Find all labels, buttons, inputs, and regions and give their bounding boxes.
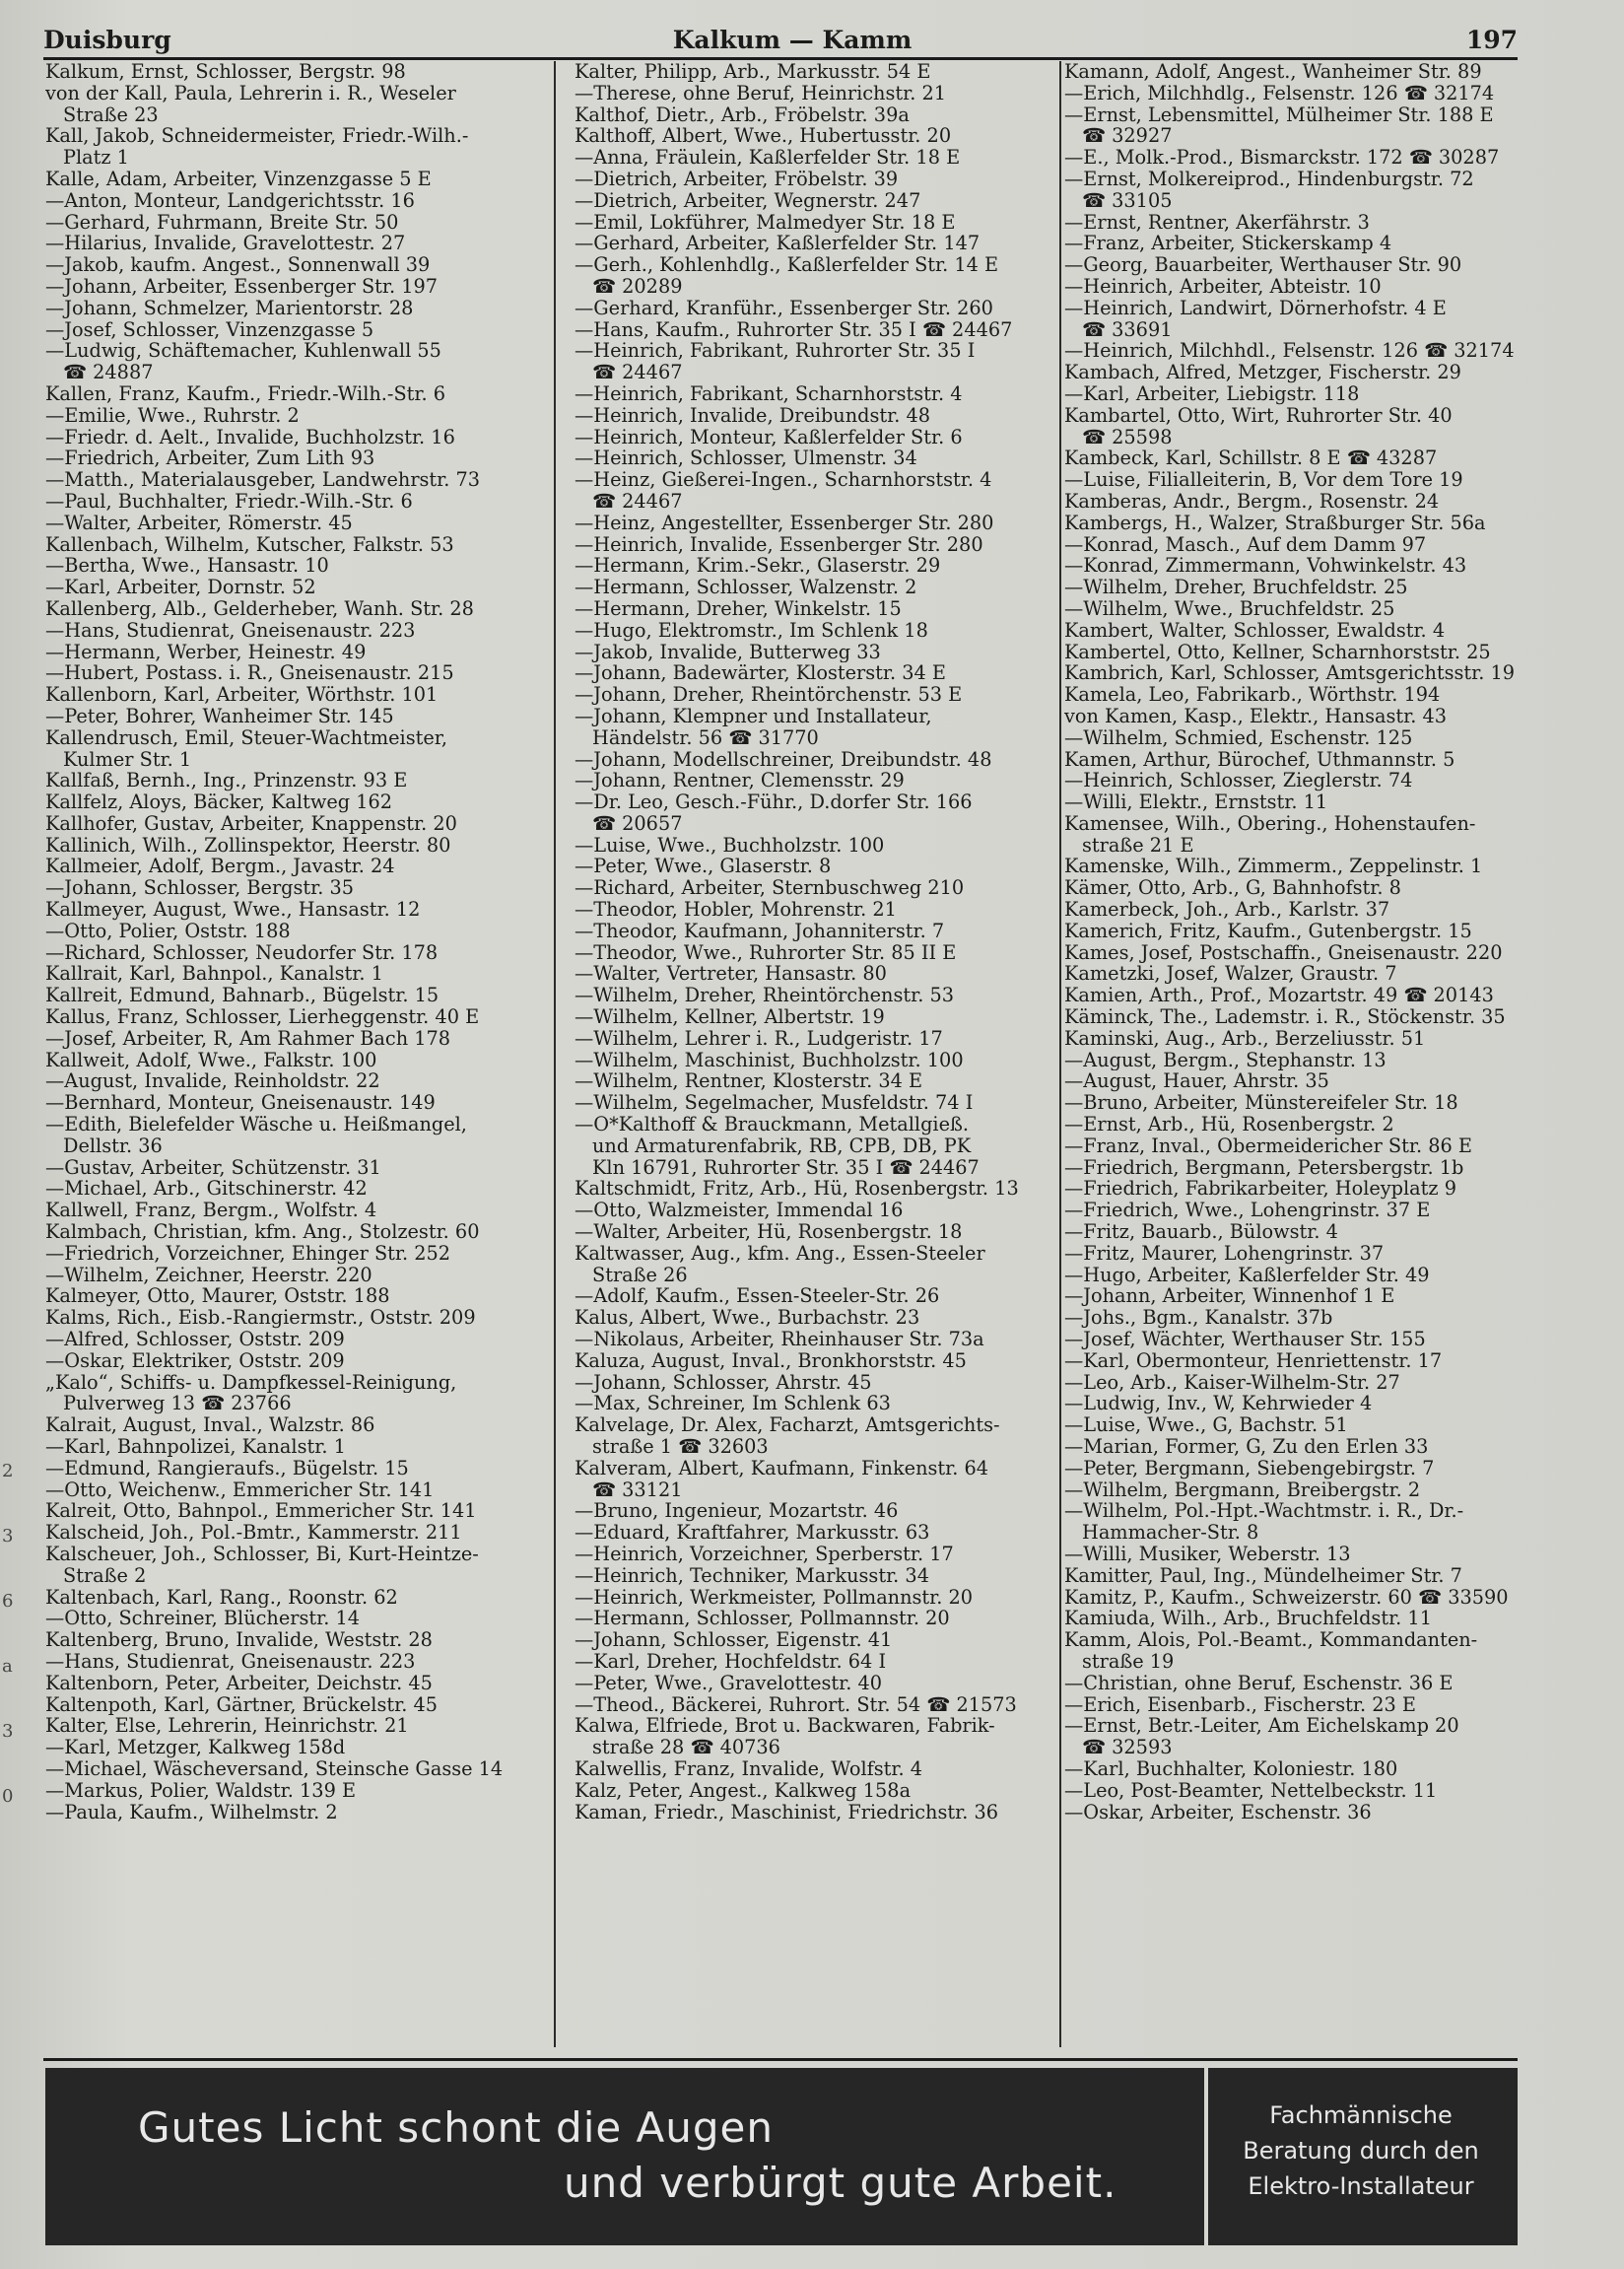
margin-mark: 6 xyxy=(2,1591,14,1612)
directory-entry: —Konrad, Masch., Auf dem Damm 97 xyxy=(1064,533,1427,556)
directory-entry: Kamitz, P., Kaufm., Schweizerstr. 60 ☎ 33590 xyxy=(1064,1586,1509,1609)
directory-entry: Kamen, Arthur, Bürochef, Uthmannstr. 5 xyxy=(1064,748,1455,771)
directory-entry: ☎ 33691 xyxy=(1082,318,1173,341)
directory-entry: Kämer, Otto, Arb., G, Bahnhofstr. 8 xyxy=(1064,877,1401,900)
directory-entry: —Paula, Kaufm., Wilhelmstr. 2 xyxy=(45,1801,338,1823)
directory-entry: —Ludwig, Inv., W, Kehrwieder 4 xyxy=(1064,1393,1373,1415)
directory-entry: —Luise, Filialleiterin, B, Vor dem Tore 19 xyxy=(1064,469,1463,491)
directory-entry: —Johann, Schlosser, Eigenstr. 41 xyxy=(575,1629,893,1651)
directory-entry: —Johann, Klempner und Installateur, xyxy=(575,705,932,727)
directory-entry: —Gerh., Kohlenhdlg., Kaßlerfelder Str. 14 E xyxy=(575,254,999,276)
directory-entry: Kaltenberg, Bruno, Invalide, Weststr. 28 xyxy=(45,1629,433,1651)
directory-entry: Kallendrusch, Emil, Steuer-Wachtmeister, xyxy=(45,726,447,749)
directory-entry: —Richard, Schlosser, Neudorfer Str. 178 xyxy=(45,941,439,964)
directory-entry: —Johann, Dreher, Rheintörchenstr. 53 E xyxy=(575,684,963,706)
directory-entry: —Karl, Arbeiter, Dornstr. 52 xyxy=(45,577,316,598)
directory-entry: Kaminski, Aug., Arb., Berzeliusstr. 51 xyxy=(1064,1027,1426,1050)
directory-entry: —Gerhard, Kranführ., Essenberger Str. 260 xyxy=(575,297,993,319)
directory-entry: —Bruno, Arbeiter, Münstereifeler Str. 18 xyxy=(1064,1092,1458,1115)
directory-entry: —Wilhelm, Segelmacher, Musfeldstr. 74 I xyxy=(575,1092,974,1115)
directory-entry: —Walter, Arbeiter, Römerstr. 45 xyxy=(45,512,353,534)
directory-entry: —Friedrich, Fabrikarbeiter, Holeyplatz 9 xyxy=(1064,1178,1456,1201)
directory-entry: —Friedr. d. Aelt., Invalide, Buchholzstr. 16 xyxy=(45,426,455,448)
directory-entry: —Jakob, kaufm. Angest., Sonnenwall 39 xyxy=(45,254,431,276)
directory-entry: —Georg, Bauarbeiter, Werthauser Str. 90 xyxy=(1064,254,1462,276)
directory-entry: Kallen, Franz, Kaufm., Friedr.-Wilh.-Str. 6 xyxy=(45,382,446,405)
directory-entry: —Hans, Kaufm., Ruhrorter Str. 35 I ☎ 24467 xyxy=(575,318,1013,341)
directory-entry: —Hermann, Schlosser, Walzenstr. 2 xyxy=(575,577,917,598)
directory-entry: Kln 16791, Ruhrorter Str. 35 I ☎ 24467 xyxy=(592,1156,980,1179)
directory-entry: —Jakob, Invalide, Butterweg 33 xyxy=(575,641,881,663)
advertisement-banner xyxy=(45,2068,1518,2245)
directory-entry: —Josef, Wächter, Werthauser Str. 155 xyxy=(1064,1329,1426,1350)
directory-entry: —Luise, Wwe., Buchholzstr. 100 xyxy=(575,834,885,857)
directory-entry: —E., Molk.-Prod., Bismarckstr. 172 ☎ 30287 xyxy=(1064,147,1500,169)
directory-entry: Kamberas, Andr., Bergm., Rosenstr. 24 xyxy=(1064,490,1440,513)
directory-entry: —Fritz, Bauarb., Bülowstr. 4 xyxy=(1064,1221,1338,1243)
directory-entry: —Hilarius, Invalide, Gravelottestr. 27 xyxy=(45,233,406,255)
margin-mark: 0 xyxy=(2,1786,14,1807)
directory-entry: Kallweit, Adolf, Wwe., Falkstr. 100 xyxy=(45,1049,377,1071)
directory-entry: —Peter, Bohrer, Wanheimer Str. 145 xyxy=(45,705,394,727)
directory-entry: und Armaturenfabrik, RB, CPB, DB, PK xyxy=(592,1134,972,1157)
directory-entry: Kambeck, Karl, Schillstr. 8 E ☎ 43287 xyxy=(1064,447,1438,470)
ad-side-line3: Elektro-Installateur xyxy=(1248,2172,1474,2200)
directory-entry: —August, Hauer, Ahrstr. 35 xyxy=(1064,1070,1329,1093)
directory-entry: —Franz, Inval., Obermeidericher Str. 86 E xyxy=(1064,1134,1472,1157)
directory-entry: Platz 1 xyxy=(63,147,129,169)
directory-entry: —Fritz, Maurer, Lohengrinstr. 37 xyxy=(1064,1242,1385,1265)
directory-entry: Straße 23 xyxy=(63,103,159,126)
directory-entry: —Wilhelm, Bergmann, Breibergstr. 2 xyxy=(1064,1478,1421,1501)
directory-entry: —Michael, Wäscheversand, Steinsche Gasse 14 xyxy=(45,1757,504,1780)
directory-entry: —Peter, Wwe., Glaserstr. 8 xyxy=(575,856,832,878)
directory-entry: —Leo, Post-Beamter, Nettelbeckstr. 11 xyxy=(1064,1779,1438,1802)
directory-entry: —Hans, Studienrat, Gneisenaustr. 223 xyxy=(45,619,416,642)
directory-entry: —Heinrich, Schlosser, Zieglerstr. 74 xyxy=(1064,770,1413,792)
directory-entry: —Friedrich, Wwe., Lohengrinstr. 37 E xyxy=(1064,1200,1431,1222)
directory-entry: —Hermann, Krim.-Sekr., Glaserstr. 29 xyxy=(575,555,941,578)
directory-entry: —Karl, Buchhalter, Koloniestr. 180 xyxy=(1064,1757,1398,1780)
directory-entry: —Hermann, Werber, Heinestr. 49 xyxy=(45,641,367,663)
directory-entry: Kallmeier, Adolf, Bergm., Javastr. 24 xyxy=(45,856,395,878)
directory-entry: —Dietrich, Arbeiter, Fröbelstr. 39 xyxy=(575,168,899,190)
directory-entry: Kambrich, Karl, Schlosser, Amtsgerichtsstr. 19 xyxy=(1064,662,1516,685)
directory-entry: Kamann, Adolf, Angest., Wanheimer Str. 89 xyxy=(1064,61,1482,83)
directory-entry: —Karl, Obermonteur, Henriettenstr. 17 xyxy=(1064,1349,1443,1372)
directory-entry: —Friedrich, Bergmann, Petersbergstr. 1b xyxy=(1064,1156,1464,1179)
directory-entry: —Wilhelm, Wwe., Bruchfeldstr. 25 xyxy=(1064,597,1395,620)
directory-entry: —Johann, Rentner, Clemensstr. 29 xyxy=(575,770,905,792)
directory-entry: straße 28 ☎ 40736 xyxy=(592,1737,780,1758)
directory-entry: —Walter, Arbeiter, Hü, Rosenbergstr. 18 xyxy=(575,1221,963,1243)
directory-entry: —Heinrich, Vorzeichner, Sperberstr. 17 xyxy=(575,1543,954,1565)
directory-entry: —Otto, Polier, Oststr. 188 xyxy=(45,920,291,942)
ad-slogan-line2: und verbürgt gute Arbeit. xyxy=(564,2159,1117,2207)
directory-entry: —Markus, Polier, Waldstr. 139 E xyxy=(45,1779,357,1802)
directory-entry: —Therese, ohne Beruf, Heinrichstr. 21 xyxy=(575,82,947,104)
directory-entry: —Heinrich, Monteur, Kaßlerfelder Str. 6 xyxy=(575,426,963,448)
column-divider xyxy=(1059,61,1061,2047)
directory-entry: —Michael, Arb., Gitschinerstr. 42 xyxy=(45,1178,368,1201)
directory-entry: Kalter, Else, Lehrerin, Heinrichstr. 21 xyxy=(45,1715,409,1738)
directory-entry: Dellstr. 36 xyxy=(63,1134,163,1157)
directory-entry: —Leo, Arb., Kaiser-Wilhelm-Str. 27 xyxy=(1064,1371,1400,1394)
directory-entry: —Wilhelm, Pol.-Hpt.-Wachtmstr. i. R., Dr.- xyxy=(1064,1500,1464,1523)
directory-entry: —Josef, Arbeiter, R, Am Rahmer Bach 178 xyxy=(45,1027,451,1050)
directory-entry: Kalthof, Dietr., Arb., Fröbelstr. 39a xyxy=(575,103,910,126)
directory-entry: —Theodor, Kaufmann, Johanniterstr. 7 xyxy=(575,920,945,942)
directory-entry: Kalms, Rich., Eisb.-Rangiermstr., Oststr. 209 xyxy=(45,1307,476,1330)
directory-entry: Kallus, Franz, Schlosser, Lierheggenstr. 40 E xyxy=(45,1006,480,1028)
directory-entry: ☎ 20657 xyxy=(592,812,683,835)
directory-entry: Kalscheuer, Joh., Schlosser, Bi, Kurt-Heintze- xyxy=(45,1543,479,1565)
directory-entry: —Luise, Wwe., G, Bachstr. 51 xyxy=(1064,1414,1348,1436)
directory-entry: Kalz, Peter, Angest., Kalkweg 158a xyxy=(575,1779,912,1802)
directory-entry: Kallinich, Wilh., Zollinspektor, Heerstr. 80 xyxy=(45,834,451,857)
directory-entry: —Peter, Bergmann, Siebengebirgstr. 7 xyxy=(1064,1457,1435,1479)
directory-entry: Kallfelz, Aloys, Bäcker, Kaltweg 162 xyxy=(45,791,393,813)
directory-entry: „Kalo“, Schiffs- u. Dampfkessel-Reinigung, xyxy=(45,1371,457,1394)
directory-entry: Kalus, Albert, Wwe., Burbachstr. 23 xyxy=(575,1307,920,1330)
directory-entry: Kambach, Alfred, Metzger, Fischerstr. 29 xyxy=(1064,362,1461,383)
directory-entry: Kulmer Str. 1 xyxy=(63,748,192,771)
directory-entry: Kallenborn, Karl, Arbeiter, Wörthstr. 101 xyxy=(45,684,439,706)
margin-mark: a xyxy=(2,1656,13,1677)
directory-entry: —Hugo, Arbeiter, Kaßlerfelder Str. 49 xyxy=(1064,1264,1430,1286)
directory-entry: Kallmeyer, August, Wwe., Hansastr. 12 xyxy=(45,899,421,921)
directory-entry: Kalscheid, Joh., Pol.-Bmtr., Kammerstr. 211 xyxy=(45,1522,462,1544)
directory-entry: —Wilhelm, Rentner, Klosterstr. 34 E xyxy=(575,1070,923,1093)
directory-entry: —Karl, Bahnpolizei, Kanalstr. 1 xyxy=(45,1436,346,1458)
directory-entry: Kallreit, Edmund, Bahnarb., Bügelstr. 15 xyxy=(45,985,440,1007)
directory-entry: —Erich, Milchhdlg., Felsenstr. 126 ☎ 32174 xyxy=(1064,82,1495,104)
directory-entry: —Richard, Arbeiter, Sternbuschweg 210 xyxy=(575,877,965,900)
directory-entry: —Otto, Schreiner, Blücherstr. 14 xyxy=(45,1608,360,1630)
column-1 xyxy=(45,61,548,2052)
directory-entry: ☎ 32927 xyxy=(1082,125,1173,148)
directory-entry: —Ernst, Arb., Hü, Rosenbergstr. 2 xyxy=(1064,1114,1394,1135)
header-city: Duisburg xyxy=(43,26,171,54)
directory-entry: Kalmbach, Christian, kfm. Ang., Stolzestr. 60 xyxy=(45,1221,480,1243)
margin-marks xyxy=(2,1439,18,1829)
directory-entry: Kamela, Leo, Fabrikarb., Wörthstr. 194 xyxy=(1064,684,1441,706)
column-3 xyxy=(1064,61,1565,2052)
directory-entry: Kalkum, Ernst, Schlosser, Bergstr. 98 xyxy=(45,61,406,83)
directory-entry: —Oskar, Elektriker, Oststr. 209 xyxy=(45,1349,345,1372)
directory-entry: —Heinrich, Invalide, Dreibundstr. 48 xyxy=(575,404,931,427)
directory-entry: Kambergs, H., Walzer, Straßburger Str. 56a xyxy=(1064,512,1486,534)
directory-entry: Kamien, Arth., Prof., Mozartstr. 49 ☎ 20143 xyxy=(1064,985,1494,1007)
column-divider xyxy=(554,61,556,2047)
directory-entry: —Matth., Materialausgeber, Landwehrstr. 73 xyxy=(45,469,481,491)
directory-entry: ☎ 33105 xyxy=(1082,189,1173,212)
directory-entry: —Theodor, Hobler, Mohrenstr. 21 xyxy=(575,899,897,921)
directory-entry: —Bruno, Ingenieur, Mozartstr. 46 xyxy=(575,1500,899,1523)
directory-entry: —Gerhard, Fuhrmann, Breite Str. 50 xyxy=(45,211,399,234)
directory-entry: —Konrad, Zimmermann, Vohwinkelstr. 43 xyxy=(1064,555,1467,578)
directory-entry: Hammacher-Str. 8 xyxy=(1082,1522,1259,1544)
directory-entry: Händelstr. 56 ☎ 31770 xyxy=(592,726,819,749)
directory-entry: —Ludwig, Schäftemacher, Kuhlenwall 55 xyxy=(45,340,441,363)
margin-mark: 3 xyxy=(2,1721,14,1742)
page-header xyxy=(43,26,1518,55)
directory-entry: —Emil, Lokführer, Malmedyer Str. 18 E xyxy=(575,211,956,234)
directory-entry: —Johann, Modellschreiner, Dreibundstr. 48 xyxy=(575,748,992,771)
directory-entry: —Heinrich, Landwirt, Dörnerhofstr. 4 E xyxy=(1064,297,1447,319)
directory-entry: —Johann, Badewärter, Klosterstr. 34 E xyxy=(575,662,946,685)
directory-entry: —Wilhelm, Kellner, Albertstr. 19 xyxy=(575,1006,885,1028)
directory-entry: —Johann, Arbeiter, Essenberger Str. 197 xyxy=(45,275,439,298)
directory-entry: —Willi, Musiker, Weberstr. 13 xyxy=(1064,1543,1351,1565)
directory-entry: Kalthoff, Albert, Wwe., Hubertusstr. 20 xyxy=(575,125,952,148)
directory-entry: —Heinz, Gießerei-Ingen., Scharnhorststr. 4 xyxy=(575,469,992,491)
directory-entry: Kamiuda, Wilh., Arb., Bruchfeldstr. 11 xyxy=(1064,1608,1432,1630)
ad-divider xyxy=(1204,2068,1208,2245)
directory-entry: —O*Kalthoff & Brauckmann, Metallgieß. xyxy=(575,1114,970,1135)
directory-entry: —Friedrich, Arbeiter, Zum Lith 93 xyxy=(45,447,375,470)
directory-entry: straße 1 ☎ 32603 xyxy=(592,1436,769,1458)
directory-entry: —Wilhelm, Maschinist, Buchholzstr. 100 xyxy=(575,1049,964,1071)
directory-entry: —Walter, Vertreter, Hansastr. 80 xyxy=(575,963,887,986)
directory-entry: —Otto, Walzmeister, Immendal 16 xyxy=(575,1200,904,1222)
directory-entry: —Nikolaus, Arbeiter, Rheinhauser Str. 73a xyxy=(575,1329,984,1350)
directory-entry: —Theodor, Wwe., Ruhrorter Str. 85 II E xyxy=(575,941,957,964)
directory-entry: —Heinz, Angestellter, Essenberger Str. 280 xyxy=(575,512,994,534)
directory-entry: —Emilie, Wwe., Ruhrstr. 2 xyxy=(45,404,300,427)
directory-entry: Kaltenpoth, Karl, Gärtner, Brückelstr. 45 xyxy=(45,1693,439,1716)
directory-entry: —Bertha, Wwe., Hansastr. 10 xyxy=(45,555,329,578)
directory-entry: Kaltschmidt, Fritz, Arb., Hü, Rosenbergstr. 13 xyxy=(575,1178,1019,1201)
directory-entry: —Franz, Arbeiter, Stickerskamp 4 xyxy=(1064,233,1392,255)
directory-entry: —Karl, Dreher, Hochfeldstr. 64 I xyxy=(575,1650,887,1673)
directory-entry: —Gustav, Arbeiter, Schützenstr. 31 xyxy=(45,1156,381,1179)
directory-entry: —Wilhelm, Zeichner, Heerstr. 220 xyxy=(45,1264,372,1286)
directory-entry: —Willi, Elektr., Ernststr. 11 xyxy=(1064,791,1328,813)
directory-entry: —Erich, Eisenbarb., Fischerstr. 23 E xyxy=(1064,1693,1416,1716)
directory-entry: Kalle, Adam, Arbeiter, Vinzenzgasse 5 E xyxy=(45,168,432,190)
directory-entry: Kalwa, Elfriede, Brot u. Backwaren, Fabrik- xyxy=(575,1715,995,1738)
directory-entry: —Oskar, Arbeiter, Eschenstr. 36 xyxy=(1064,1801,1372,1823)
directory-entry: von Kamen, Kasp., Elektr., Hansastr. 43 xyxy=(1064,705,1448,727)
directory-entry: —Edmund, Rangieraufs., Bügelstr. 15 xyxy=(45,1457,409,1479)
directory-entry: —Theod., Bäckerei, Ruhrort. Str. 54 ☎ 21573 xyxy=(575,1693,1017,1716)
directory-entry: Kalter, Philipp, Arb., Markusstr. 54 E xyxy=(575,61,931,83)
directory-entry: Kalmeyer, Otto, Maurer, Oststr. 188 xyxy=(45,1285,390,1308)
directory-entry: Kaltwasser, Aug., kfm. Ang., Essen-Steeler xyxy=(575,1242,985,1265)
directory-entry: —Karl, Metzger, Kalkweg 158d xyxy=(45,1737,346,1758)
ad-slogan-line1: Gutes Licht schont die Augen xyxy=(138,2103,775,2152)
ad-side-line2: Beratung durch den xyxy=(1243,2137,1479,2165)
directory-entry: ☎ 32593 xyxy=(1082,1737,1173,1758)
directory-entry: —Wilhelm, Dreher, Rheintörchenstr. 53 xyxy=(575,985,954,1007)
directory-entry: ☎ 20289 xyxy=(592,275,683,298)
directory-entry: Kallenberg, Alb., Gelderheber, Wanh. Str. 28 xyxy=(45,597,474,620)
directory-entry: Kalveram, Albert, Kaufmann, Finkenstr. 64 xyxy=(575,1457,989,1479)
directory-entry: —Heinrich, Arbeiter, Abteistr. 10 xyxy=(1064,275,1382,298)
directory-entry: Kallenbach, Wilhelm, Kutscher, Falkstr. 53 xyxy=(45,533,454,556)
directory-entry: Kamm, Alois, Pol.-Beamt., Kommandanten- xyxy=(1064,1629,1478,1651)
directory-entry: —Wilhelm, Dreher, Bruchfeldstr. 25 xyxy=(1064,577,1408,598)
directory-entry: —Adolf, Kaufm., Essen-Steeler-Str. 26 xyxy=(575,1285,940,1308)
directory-entry: —Dr. Leo, Gesch.-Führ., D.dorfer Str. 166 xyxy=(575,791,973,813)
directory-entry: —Hermann, Dreher, Winkelstr. 15 xyxy=(575,597,902,620)
margin-mark: 2 xyxy=(2,1461,14,1481)
directory-entry: Kalrait, August, Inval., Walzstr. 86 xyxy=(45,1414,375,1436)
directory-entry: —Ernst, Lebensmittel, Mülheimer Str. 188 E xyxy=(1064,103,1494,126)
column-2 xyxy=(575,61,1067,2052)
directory-entry: Kalreit, Otto, Bahnpol., Emmericher Str. 141 xyxy=(45,1500,477,1523)
directory-entry: Kaman, Friedr., Maschinist, Friedrichstr. 36 xyxy=(575,1801,999,1823)
directory-entry: —Peter, Wwe., Gravelottestr. 40 xyxy=(575,1672,883,1694)
directory-entry: straße 21 E xyxy=(1082,834,1194,857)
directory-entry: Kamitter, Paul, Ing., Mündelheimer Str. 7 xyxy=(1064,1564,1462,1587)
directory-entry: —Alfred, Schlosser, Oststr. 209 xyxy=(45,1329,345,1350)
directory-entry: Kallfaß, Bernh., Ing., Prinzenstr. 93 E xyxy=(45,770,408,792)
directory-entry: Kamerich, Fritz, Kaufm., Gutenbergstr. 15 xyxy=(1064,920,1472,942)
directory-entry: ☎ 24887 xyxy=(63,362,154,383)
directory-entry: Kambert, Walter, Schlosser, Ewaldstr. 4 xyxy=(1064,619,1446,642)
directory-entry: Straße 2 xyxy=(63,1564,147,1587)
directory-entry: —August, Invalide, Reinholdstr. 22 xyxy=(45,1070,380,1093)
directory-entry: —Johs., Bgm., Kanalstr. 37b xyxy=(1064,1307,1333,1330)
directory-entry: Straße 26 xyxy=(592,1264,688,1286)
directory-entry: Kametzki, Josef, Walzer, Graustr. 7 xyxy=(1064,963,1397,986)
footer-rule xyxy=(43,2058,1518,2061)
directory-entry: Kambartel, Otto, Wirt, Ruhrorter Str. 40 xyxy=(1064,404,1453,427)
directory-entry: —Hans, Studienrat, Gneisenaustr. 223 xyxy=(45,1650,416,1673)
ad-side-line1: Fachmännische xyxy=(1269,2101,1453,2129)
directory-entry: —Marian, Former, G, Zu den Erlen 33 xyxy=(1064,1436,1429,1458)
directory-entry: Kaltenborn, Peter, Arbeiter, Deichstr. 45 xyxy=(45,1672,433,1694)
directory-entry: Kalwellis, Franz, Invalide, Wolfstr. 4 xyxy=(575,1757,923,1780)
directory-entry: —August, Bergm., Stephanstr. 13 xyxy=(1064,1049,1387,1071)
directory-entry: —Josef, Schlosser, Vinzenzgasse 5 xyxy=(45,318,374,341)
directory-entry: —Anton, Monteur, Landgerichtsstr. 16 xyxy=(45,189,415,212)
directory-entry: ☎ 33121 xyxy=(592,1478,683,1501)
directory-entry: —Friedrich, Vorzeichner, Ehinger Str. 252 xyxy=(45,1242,451,1265)
directory-entry: —Ernst, Betr.-Leiter, Am Eichelskamp 20 xyxy=(1064,1715,1459,1738)
directory-entry: —Hugo, Elektromstr., Im Schlenk 18 xyxy=(575,619,928,642)
directory-entry: —Heinrich, Invalide, Essenberger Str. 280 xyxy=(575,533,983,556)
directory-entry: Kambertel, Otto, Kellner, Scharnhorststr. 25 xyxy=(1064,641,1491,663)
directory-entry: —Heinrich, Fabrikant, Ruhrorter Str. 35 I xyxy=(575,340,976,363)
header-range: Kalkum — Kamm xyxy=(672,26,913,54)
margin-mark: 3 xyxy=(2,1526,14,1547)
directory-entry: —Hermann, Schlosser, Pollmannstr. 20 xyxy=(575,1608,950,1630)
directory-entry: —Heinrich, Techniker, Markusstr. 34 xyxy=(575,1564,929,1587)
directory-entry: Kaluza, August, Inval., Bronkhorststr. 45 xyxy=(575,1349,967,1372)
directory-entry: Kalvelage, Dr. Alex, Facharzt, Amtsgerichts- xyxy=(575,1414,1000,1436)
directory-entry: Kall, Jakob, Schneidermeister, Friedr.-Wilh.- xyxy=(45,125,469,148)
directory-entry: von der Kall, Paula, Lehrerin i. R., Weseler xyxy=(45,82,456,104)
directory-entry: ☎ 24467 xyxy=(592,362,683,383)
directory-entry: —Ernst, Rentner, Akerfährstr. 3 xyxy=(1064,211,1370,234)
directory-entry: —Otto, Weichenw., Emmericher Str. 141 xyxy=(45,1478,435,1501)
directory-entry: —Wilhelm, Schmied, Eschenstr. 125 xyxy=(1064,726,1413,749)
page-number: 197 xyxy=(1465,26,1518,54)
directory-entry: Kallrait, Karl, Bahnpol., Kanalstr. 1 xyxy=(45,963,383,986)
directory-entry: —Christian, ohne Beruf, Eschenstr. 36 E xyxy=(1064,1672,1454,1694)
directory-entry: Kallhofer, Gustav, Arbeiter, Knappenstr. 20 xyxy=(45,812,457,835)
directory-entry: —Johann, Arbeiter, Winnenhof 1 E xyxy=(1064,1285,1395,1308)
directory-entry: —Johann, Schlosser, Bergstr. 35 xyxy=(45,877,355,900)
directory-entry: Kaltenbach, Karl, Rang., Roonstr. 62 xyxy=(45,1586,398,1609)
directory-entry: —Ernst, Molkereiprod., Hindenburgstr. 72 xyxy=(1064,168,1474,190)
directory-entry: —Karl, Arbeiter, Liebigstr. 118 xyxy=(1064,382,1360,405)
directory-entry: Käminck, The., Lademstr. i. R., Stöckenstr. 35 xyxy=(1064,1006,1506,1028)
directory-entry: straße 19 xyxy=(1082,1650,1175,1673)
header-rule xyxy=(43,57,1518,60)
directory-entry: ☎ 25598 xyxy=(1082,426,1173,448)
directory-entry: Kallwell, Franz, Bergm., Wolfstr. 4 xyxy=(45,1200,377,1222)
directory-entry: —Johann, Schmelzer, Marientorstr. 28 xyxy=(45,297,414,319)
ad-slogan xyxy=(45,2068,1198,2245)
directory-entry: Kames, Josef, Postschaffn., Gneisenaustr. 220 xyxy=(1064,941,1503,964)
directory-entry: —Anna, Fräulein, Kaßlerfelder Str. 18 E xyxy=(575,147,961,169)
directory-entry: Pulverweg 13 ☎ 23766 xyxy=(63,1393,292,1415)
directory-entry: —Gerhard, Arbeiter, Kaßlerfelder Str. 147 xyxy=(575,233,981,255)
directory-entry: ☎ 24467 xyxy=(592,490,683,513)
directory-entry: —Eduard, Kraftfahrer, Markusstr. 63 xyxy=(575,1522,930,1544)
directory-entry: —Heinrich, Werkmeister, Pollmannstr. 20 xyxy=(575,1586,974,1609)
directory-entry: Kamerbeck, Joh., Arb., Karlstr. 37 xyxy=(1064,899,1390,921)
directory-entry: —Dietrich, Arbeiter, Wegnerstr. 247 xyxy=(575,189,921,212)
directory-entry: —Wilhelm, Lehrer i. R., Ludgeristr. 17 xyxy=(575,1027,943,1050)
directory-entry: Kamensee, Wilh., Obering., Hohenstaufen- xyxy=(1064,812,1476,835)
directory-entry: —Hubert, Postass. i. R., Gneisenaustr. 215 xyxy=(45,662,454,685)
directory-entry: —Bernhard, Monteur, Gneisenaustr. 149 xyxy=(45,1092,436,1115)
ad-side-text xyxy=(1218,2097,1504,2204)
directory-entry: —Johann, Schlosser, Ahrstr. 45 xyxy=(575,1371,872,1394)
directory-entry: —Heinrich, Fabrikant, Scharnhorststr. 4 xyxy=(575,382,963,405)
directory-entry: —Heinrich, Schlosser, Ulmenstr. 34 xyxy=(575,447,917,470)
directory-entry: —Heinrich, Milchhdl., Felsenstr. 126 ☎ 32174 xyxy=(1064,340,1515,363)
directory-entry: Kamenske, Wilh., Zimmerm., Zeppelinstr. 1 xyxy=(1064,856,1483,878)
directory-entry: —Paul, Buchhalter, Friedr.-Wilh.-Str. 6 xyxy=(45,490,413,513)
directory-entry: —Max, Schreiner, Im Schlenk 63 xyxy=(575,1393,891,1415)
directory-entry: —Edith, Bielefelder Wäsche u. Heißmangel, xyxy=(45,1114,467,1135)
